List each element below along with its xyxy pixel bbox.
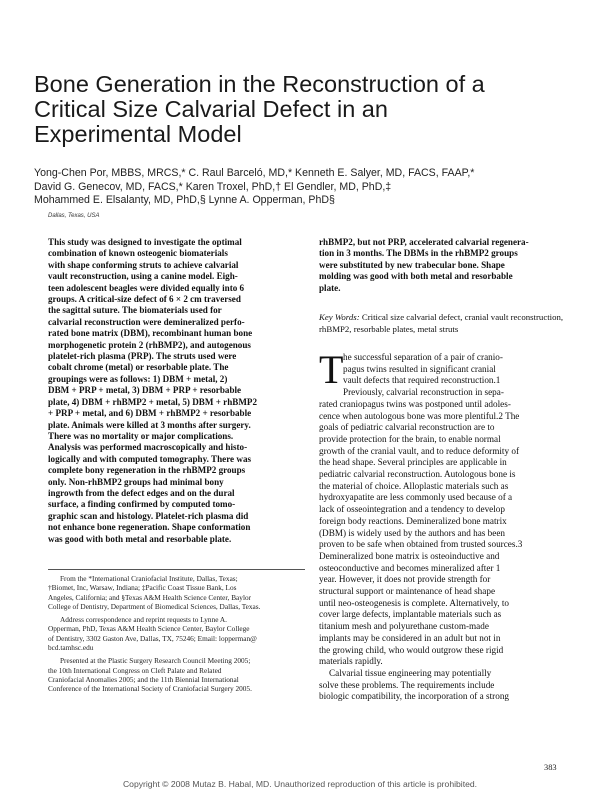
abstract-line: This study was designed to investigate the optimal (48, 237, 242, 247)
body-line: structural support or maintenance of head shape (319, 586, 496, 597)
title-line: Critical Size Calvarial Defect in an (34, 96, 388, 122)
footnote-line: Angeles, California; and §Texas A&M Health Science Center, Baylor (48, 592, 252, 602)
copyright-notice: Copyright © 2008 Mutaz B. Habal, MD. Unauthorized reproduction of this article is prohibited. (122, 779, 478, 789)
body-line: goals of pediatric calvarial reconstruction are to (319, 422, 495, 433)
footnote-divider (48, 569, 305, 570)
body-line: the head shape. Several principles are applicable in (319, 457, 507, 468)
abstract-line: teen adolescent beagles were divided equally into 6 (48, 282, 245, 293)
footnote-line: Presented at the Plastic Surgery Research Council Meeting 2005; (60, 656, 251, 666)
body-line: vault defects that required reconstruction.1 (343, 375, 501, 386)
body-line: Previously, calvarial reconstruction in sepa- (343, 387, 504, 398)
abstract-line: calvarial reconstruction were demineralized perfo- (48, 316, 245, 327)
abstract-line: plate. (319, 282, 341, 293)
abstract-line: DBM + PRP + metal, 3) DBM + PRP + resorbable (48, 385, 242, 396)
footnote-line: bcd.tamhsc.edu (48, 643, 94, 653)
body-line: osteoconductive and becomes mineralized after 1 (319, 562, 501, 573)
abstract-line: tion in 3 months. The DBMs in the rhBMP2 groups (319, 248, 518, 259)
abstract-line: the sagittal suture. The biomaterials used for (48, 305, 222, 316)
footnote (48, 615, 305, 652)
body-line: lack of osseointegration and a tendency to develop (319, 504, 505, 515)
body-line: pediatric calvarial reconstruction. Autologous bone is (319, 469, 516, 480)
abstract-line: plate. Animals were killed at 3 months after surgery. (48, 419, 251, 430)
keywords-text: Critical size calvarial defect, cranial vault reconstruction, rhBMP2, resorbable plates, metal struts (319, 312, 564, 334)
body-line: Calvarial tissue engineering may potentially (329, 667, 492, 678)
footnote-line: †Biomet, Inc, Warsaw, Indiana; ‡Pacific Coast Tissue Bank, Los (48, 583, 237, 593)
abstract-line: rated bone matrix (DBM), recombinant human bone (48, 328, 253, 339)
abstract-line: groupings were as follows: 1) DBM + metal, 2) (48, 373, 228, 384)
abstract-line: logically and with computed tomography. There was (48, 453, 252, 464)
abstract-line: graphic scan and histology. Platelet-rich plasma did (48, 510, 249, 521)
body-line: growth of the cranial vault, and to reduce deformity of (319, 445, 520, 456)
body-line: foreign body reactions. Demineralized bone matrix (319, 515, 507, 526)
author-location: Dallas, Texas, USA (48, 213, 100, 219)
title-line: Bone Generation in the Reconstruction of a (34, 71, 485, 97)
body-line: hydroxyapatite are less commonly used because of a (319, 492, 513, 503)
body-line: year. However, it does not provide strength for (319, 574, 491, 585)
abstract-line: ingrowth from the defect edges and on the dural (48, 487, 235, 498)
body-line: cence when autologous bone was more plentiful.2 The (319, 410, 520, 421)
footnote-line: the 10th International Congress on Cleft Palate and Related (48, 665, 222, 675)
author-list (34, 167, 574, 208)
body-line: Demineralized bone matrix is osteoinductive and (319, 550, 500, 561)
author-line: David G. Genecov, MD, FACS,* Karen Troxel, PhD,† El Gendler, MD, PhD,‡ (34, 180, 392, 193)
title-line: Experimental Model (34, 121, 242, 147)
body-line: proven to be safe when obtained from trusted sources.3 (319, 539, 523, 550)
body-line: provide protection for the brain, to enable normal (319, 433, 501, 444)
body-line: (DBM) is widely used by the authors and has been (319, 527, 506, 538)
abstract-line: was good with both metal and resorbable plate. (48, 533, 232, 544)
body-line: materials rapidly. (319, 656, 383, 667)
abstract-line: platelet-rich plasma (PRP). The struts used were (48, 351, 237, 362)
abstract-line: molding was good with both metal and resorbable (319, 271, 513, 282)
body-line: titanium mesh and polyurethane custom-made (319, 621, 489, 632)
abstract-line: cobalt chrome (metal) or resorbable plate. The (48, 362, 229, 373)
footnote-line: College of Dentistry, Department of Biomedical Sciences, Dallas, Texas. (48, 601, 261, 611)
body-line: solve these problems. The requirements include (319, 679, 495, 690)
body-line: pagus twins resulted in significant cranial (343, 363, 496, 374)
abstract-line: + PRP + metal, and 6) DBM + rhBMP2 + resorbable (48, 408, 252, 419)
abstract-left-column (48, 237, 305, 545)
body-line: the growing child, who would outgrow these rigid (319, 644, 504, 655)
keywords (319, 312, 567, 335)
footnote (48, 574, 305, 611)
abstract-line: not enhance bone regeneration. Shape conformation (48, 522, 251, 533)
abstract-line: plate, 4) DBM + rhBMP2 + metal, 5) DBM + rhBMP2 (48, 396, 258, 407)
abstract-line: There was no mortality or major complications. (48, 430, 234, 441)
abstract-right-column (319, 237, 567, 294)
footnote-line: Opperman, PhD, Texas A&M Health Science Center, Baylor College (48, 624, 250, 634)
article-title (34, 72, 574, 147)
footnotes (48, 574, 305, 698)
footnote-line: of Dentistry, 3302 Gaston Ave, Dallas, TX, 75246; Email: lopperman@ (48, 633, 257, 643)
keywords-label: Key Words: (319, 312, 360, 322)
footnote-line: Address correspondence and reprint requests to Lynne A. (60, 615, 227, 625)
abstract-line: combination of known osteogenic biomaterials (48, 248, 228, 259)
body-line: rated craniopagus twins was postponed until adoles- (319, 398, 511, 409)
author-line: Mohammed E. Elsalanty, MD, PhD,§ Lynne A. Opperman, PhD§ (34, 194, 335, 206)
drop-cap: T (319, 347, 344, 392)
abstract-line: groups. A critical-size defect of 6 × 2 cm traversed (48, 294, 241, 305)
abstract-line: complete bony regeneration in the rhBMP2 groups (48, 465, 246, 476)
footnote (48, 656, 305, 693)
body-line: he successful separation of a pair of cranio- (343, 352, 503, 362)
abstract-line: were substituted by new trabecular bone. Shape (319, 259, 505, 270)
footnote-line: Conference of the International Society of Craniofacial Surgery 2005. (48, 684, 252, 694)
body-text (319, 347, 567, 703)
footnote-line: From the *International Craniofacial Institute, Dallas, Texas; (60, 574, 238, 583)
body-line: the material of choice. Alloplastic materials such as (319, 480, 509, 491)
page-number: 383 (544, 763, 557, 772)
abstract-line: morphogenetic protein 2 (rhBMP2), and autogenous (48, 339, 251, 350)
footnote-line: Craniofacial Anomalies 2005; and the 11th Biennial International (48, 674, 239, 684)
body-line: until neo-osteogenesis is complete. Alternatively, to (319, 597, 510, 608)
body-line: biologic compatibility, the incorporation of a strong (319, 691, 510, 702)
body-line: cover large defects, implantable materials such as (319, 609, 502, 620)
abstract-line: only. Non-rhBMP2 groups had minimal bony (48, 476, 224, 487)
author-line: Yong-Chen Por, MBBS, MRCS,* C. Raul Barceló, MD,* Kenneth E. Salyer, MD, FACS, FAAP,* (34, 167, 475, 179)
abstract-line: with shape conforming struts to achieve calvarial (48, 259, 239, 270)
abstract-line: rhBMP2, but not PRP, accelerated calvarial regenera- (319, 237, 529, 247)
abstract-line: Analysis was performed macroscopically and histo- (48, 442, 248, 453)
abstract-line: vault reconstruction, using a canine model. Eigh- (48, 271, 238, 282)
body-line: implants may be considered in an adult but not in (319, 632, 501, 643)
abstract-line: surface, a finding confirmed by computed tomo- (48, 499, 236, 510)
